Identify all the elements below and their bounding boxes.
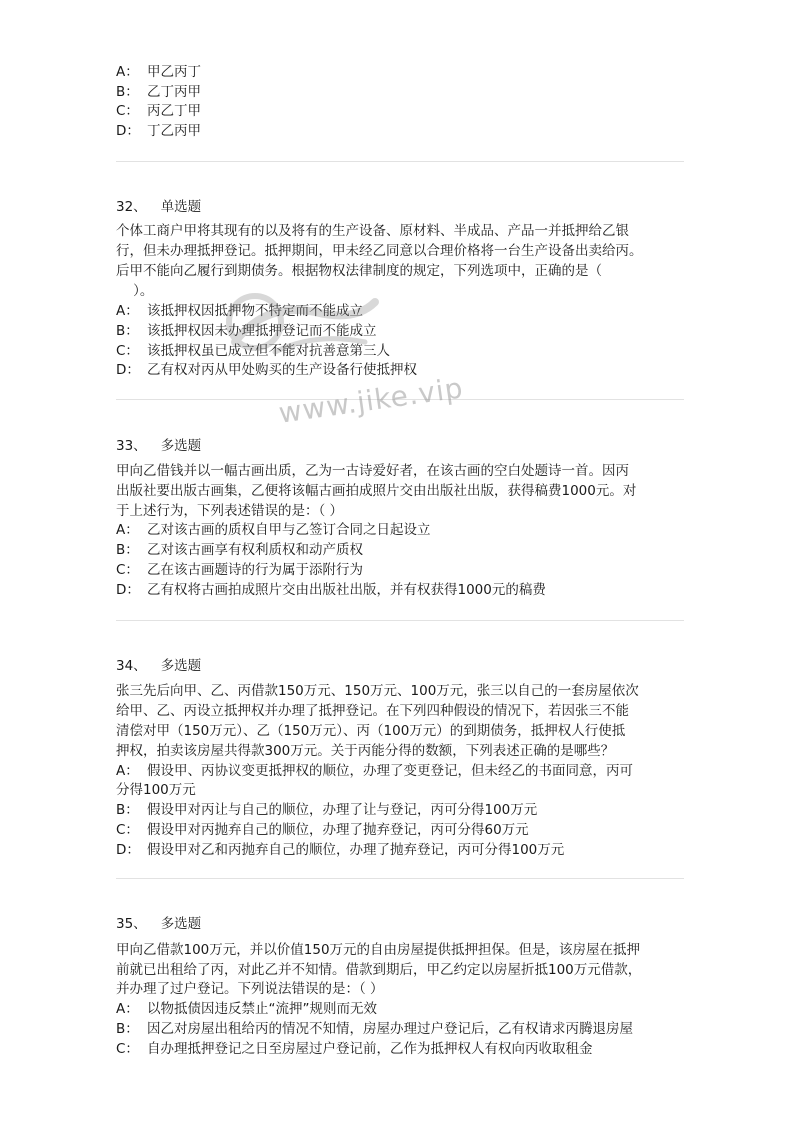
question-stem-line: 清偿对甲（150万元）、乙（150万元）、丙（100万元）的到期债务，抵押权人行使抵 (116, 723, 626, 739)
option-c[interactable]: C： 乙在该古画题诗的行为属于添附行为 (116, 562, 363, 578)
option-c[interactable]: C： 假设甲对丙抛弃自己的顺位，办理了抛弃登记，丙可分得60万元 (116, 822, 529, 838)
option-a[interactable]: A： 以物抵债因违反禁止“流押”规则而无效 (116, 1001, 377, 1017)
option-c[interactable]: C： 自办理抵押登记之日至房屋过户登记前，乙作为抵押权人有权向丙收取租金 (116, 1041, 593, 1057)
divider (116, 620, 684, 621)
option-d[interactable]: D： 假设甲对乙和丙抛弃自己的顺位，办理了抛弃登记，丙可分得100万元 (116, 842, 565, 858)
question-header: 32、 单选题 (116, 199, 202, 215)
divider (116, 878, 684, 879)
prev-option-d: D： 丁乙丙甲 (116, 123, 201, 139)
prev-option-c: C： 丙乙丁甲 (116, 103, 201, 119)
prev-option-a: A： 甲乙丙丁 (116, 64, 201, 80)
prev-option-b: B： 乙丁丙甲 (116, 84, 201, 100)
option-a[interactable]: A： 该抵押权因抵押物不特定而不能成立 (116, 303, 363, 319)
question-stem-line: 后甲不能向乙履行到期债务。根据物权法律制度的规定，下列选项中，正确的是（ (116, 263, 602, 279)
option-b[interactable]: B： 乙对该古画享有权利质权和动产质权 (116, 542, 363, 558)
question-stem-line: ）。 (116, 283, 154, 299)
divider (116, 161, 684, 162)
question-stem-line: 甲向乙借款100万元，并以价值150万元的自由房屋提供抵押担保。但是，该房屋在抵押 (116, 942, 641, 958)
question-stem-line: 于上述行为，下列表述错误的是：（ ） (116, 503, 344, 519)
question-stem-line: 行，但未办理抵押登记。抵押期间，甲未经乙同意以合理价格将一台生产设备出卖给丙。 (116, 243, 643, 259)
option-b[interactable]: B： 该抵押权因未办理抵押登记而不能成立 (116, 323, 377, 339)
question-stem-line: 前就已出租给了丙，对此乙并不知情。借款到期后，甲乙约定以房屋折抵100万元借款， (116, 962, 642, 978)
question-stem-line: 并办理了过户登记。下列说法错误的是：（ ） (116, 981, 384, 997)
question-stem-line: 甲向乙借钱并以一幅古画出质，乙为一古诗爱好者，在该古画的空白处题诗一首。因丙 (116, 463, 629, 479)
question-stem-line: 出版社要出版古画集，乙便将该幅古画拍成照片交由出版社出版，获得稿费1000元。对 (116, 483, 637, 499)
watermark-text: www.jike.vip (276, 371, 466, 430)
option-d[interactable]: D： 乙有权将古画拍成照片交由出版社出版，并有权获得1000元的稿费 (116, 582, 546, 598)
question-stem-line: 个体工商户甲将其现有的以及将有的生产设备、原材料、半成品、产品一并抵押给乙银 (116, 223, 629, 239)
option-d[interactable]: D： 乙有权对丙从甲处购买的生产设备行使抵押权 (116, 362, 417, 378)
question-header: 34、 多选题 (116, 658, 202, 674)
question-stem-line: 张三先后向甲、乙、丙借款150万元、150万元、100万元，张三以自己的一套房屋依次 (116, 683, 639, 699)
option-a[interactable]: A： 假设甲、丙协议变更抵押权的顺位，办理了变更登记，但未经乙的书面同意，丙可 (116, 763, 633, 779)
option-a-continued: 分得100万元 (116, 782, 196, 798)
option-c[interactable]: C： 该抵押权虽已成立但不能对抗善意第三人 (116, 343, 390, 359)
question-stem-line: 押权，拍卖该房屋共得款300万元。关于丙能分得的数额，下列表述正确的是哪些？ (116, 743, 615, 759)
option-b[interactable]: B： 假设甲对丙让与自己的顺位，办理了让与登记，丙可分得100万元 (116, 802, 538, 818)
option-a[interactable]: A： 乙对该古画的质权自甲与乙签订合同之日起设立 (116, 522, 431, 538)
question-stem-line: 给甲、乙、丙设立抵押权并办理了抵押登记。在下列四种假设的情况下，若因张三不能 (116, 703, 629, 719)
option-b[interactable]: B： 因乙对房屋出租给丙的情况不知情，房屋办理过户登记后，乙有权请求丙腾退房屋 (116, 1021, 633, 1037)
question-header: 35、 多选题 (116, 916, 202, 932)
question-header: 33、 多选题 (116, 438, 202, 454)
